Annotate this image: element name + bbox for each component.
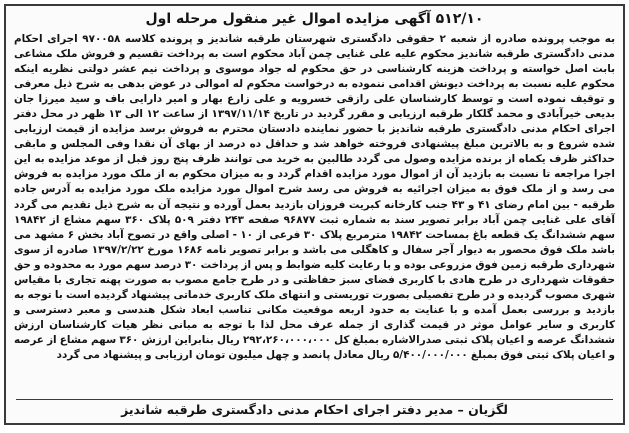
signature-divider [16,399,613,400]
notice-body-text: به موجب پرونده صادره از شعبه ۲ حقوقی دادگستری شهرستان طرقبه شاندیز و پرونده کلاسه ۹۷۰۰۵۸ اجرای احکام مدنی دادگستری طرقبه شاندیز محکوم علیه علی غنایی چمن آباد محکوم است به پرداخت تقسیم و فروش ملک مشاعی بابت اصل خواسته و پرداخت هزینه کارشناسی در حق محکوم له جواد موسوی و پرداخت نیم عشر دولتی نظریه اینکه محکوم علیه نسبت به پرداخت دیونش اقدامی ننموده به درخواست محکوم له اموالی در عوض بدهی به شرح ذیل معرفی و توقیف نموده است و توسط کارشناسان علی رازقی خسرویه و علی زارع بهار و امیر دارایی باف و سید میرزا جان بدیعی خیرآبادی و محمد گلکار طرقبه ارزیابی و مقرر گردید در تاریخ ۱۳۹۷/۱۱/۱۴ از ساعت ۱۲ الی ۱۳ ظهر در محل دفتر اجرای احکام مدنی دادگستری طرقبه شاندیز با حضور نماینده دادستان محترم به فروش برسد مزایده از قیمت ارزیابی شده شروع و به بالاترین مبلغ پیشنهادی فروخته خواهد شد و حداقل ده درصد از بهای آن نقدا وفی المجلس و مابقی حداکثر ظرف یکماه از برنده مزایده وصول می گردد طالبین به خرید می توانند ظرف پنج روز قبل از موعد مزایده به این اجرا مراجعه تا نسبت به بازدید آن از اموال مورد مزایده اقدام گردد و به میزان محکوم به از ملک مورد مزایده به فروش می رسد و از ملک فوق به میزان اجرائیه به فروش می رسد شرح اموال مورد مزایده ملک مورد مزایده به آدرس جاده طرقبه - بین امام رضای ۴۱ و ۴۳ جنب کارخانه کبریت فروزان بازدید بعمل آورده و نتیجه آن به شرح ذیل تقدیم می گردد آقای علی غنایی چمن آباد برابر تصویر سند به شماره ثبت ۹۶۸۷۷ صفحه ۲۴۳ دفتر ۵۰۹ پلاک ۳۶۰ سهم مشاع از ۱۹۸۴۲ سهم ششدانگ یک قطعه باغ بمساحت ۱۹۸۴۲ مترمربع پلاک ۳۰ فرعی از ۱۰ - اصلی واقع در تصوح آباد بخش ۶ مشهد می باشد ملک فوق محصور به دیوار آجر سفال و کاهگلی می باشد و برابر تصویر نامه ۱۶۸۶ مورخ ۱۳۹۷/۲/۲۲ صادره از سوی شهرداری طرقبه زمین فوق مزروعی بوده و با رعایت کلیه ضوابط و پس از پرداخت ۳۰ درصد سهم مورد به محدوده و حق حقوقات شهرداری در طرح هادی با کاربری فضای سبز حفاظتی و در طرح جامع مصوب به صورت پهنه تجاری با مقیاس شهری مصوب گردیده و در طرح تفصیلی بصورت توریستی و انتهای ملک کاربری خدماتی پیشنهاد گردیده است با توجه به بازدید و بررسی بعمل آمده و با عنایت به حدود اربعه موقعیت مکانی تناسب ابعاد شکل هندسی و معبر دسترسی و کاربری و سایر عوامل موثر در قیمت گذاری از جمله عرف محل لذا با توجه به مبانی نظر هیات کارشناسان ارزش ششدانگ عرصه و اعیان پلاک ثبتی صدرالاشاره بمبلغ کل ۲۹۲،۲۶۰،۰۰۰،۰۰۰ ریال بنابراین ارزش ۳۶۰ سهم مشاع از عرصه و اعیان پلاک ثبتی فوق بمبلغ ۵/۴۰۰/۰۰۰/۰۰۰ ریال معادل پانصد و چهل میلیون تومان ارزیابی و پیشنهاد می گردد [14,33,616,361]
notice-body [14,32,615,363]
notice-title: ۵۱۲/۱۰ آگهی مزایده اموال غیر منقول مرحله اول [145,11,484,27]
auction-notice [4,4,625,425]
notice-signature: لگزیان – مدیر دفتر اجرای احکام مدنی دادگستری طرقبه شاندیز [121,402,508,417]
